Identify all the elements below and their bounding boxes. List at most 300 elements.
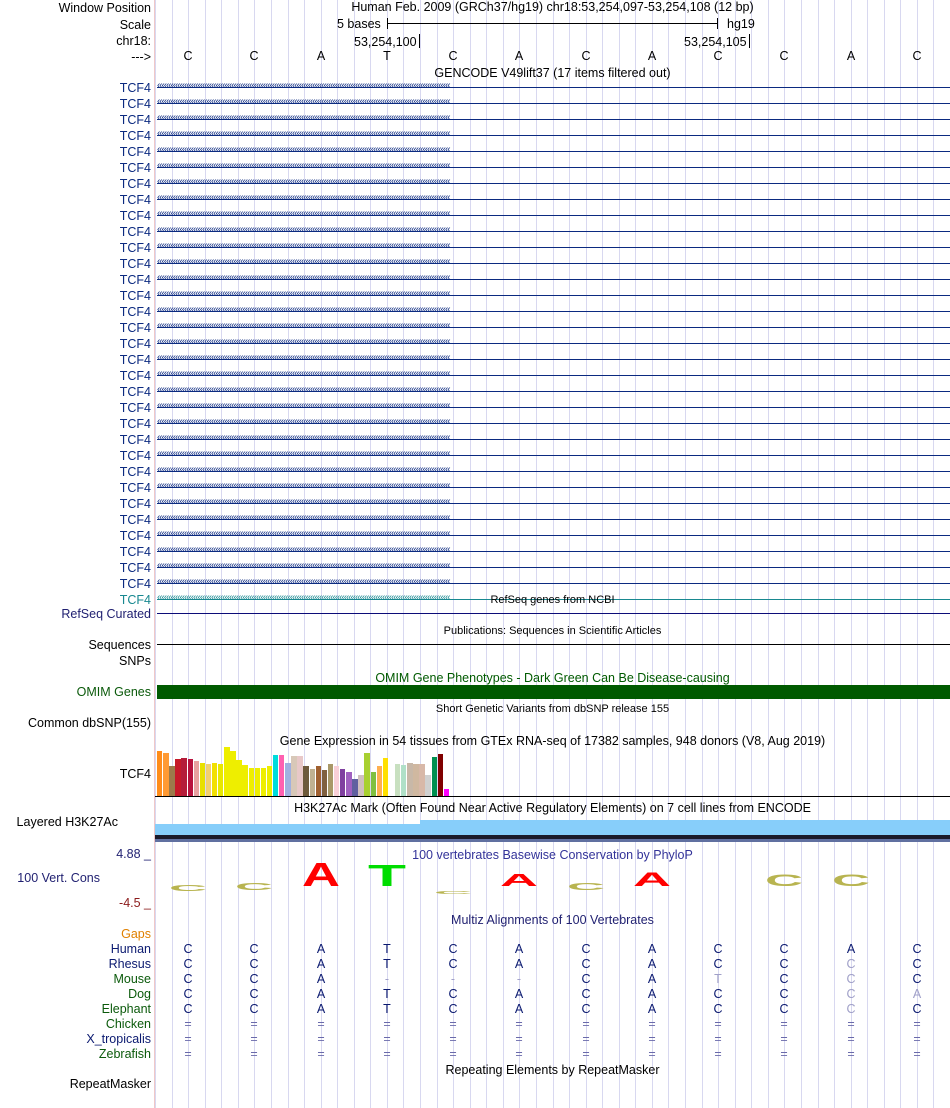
omim-track-label[interactable]: OMIM Genes: [76, 685, 151, 699]
gencode-transcript-label[interactable]: TCF4: [119, 449, 151, 463]
multiz-base: C: [779, 942, 789, 956]
gtex-tissue-bar[interactable]: [163, 753, 168, 796]
gtex-tissue-bar[interactable]: [267, 766, 272, 796]
gencode-strand-arrows: ‹‹‹‹‹‹‹‹‹‹‹‹‹‹‹‹‹‹‹‹‹‹‹‹‹‹‹‹‹‹‹‹‹‹‹‹‹‹‹‹‹‹‹‹‹‹‹‹‹‹‹‹‹‹‹‹‹‹‹‹‹‹‹‹‹‹‹‹‹‹‹‹‹‹‹‹‹‹‹‹‹‹‹‹‹‹‹‹‹‹‹‹‹‹‹‹‹‹‹‹‹‹‹‹‹‹‹‹‹‹‹‹‹‹‹‹‹‹‹‹‹‹‹‹‹‹‹‹‹‹: [157, 400, 450, 411]
omim-title: OMIM Gene Phenotypes - Dark Green Can Be Disease-causing: [375, 671, 730, 685]
gencode-transcript-label[interactable]: TCF4: [119, 353, 151, 367]
multiz-base: -: [450, 972, 456, 986]
cons-logo-text: C: [832, 871, 871, 890]
multiz-base: =: [847, 1017, 855, 1031]
multiz-base: =: [780, 1032, 788, 1046]
cons-logo-glyph: [234, 879, 274, 893]
sequence-base: C: [249, 49, 259, 63]
gencode-transcript-label[interactable]: TCF4: [119, 369, 151, 383]
gencode-transcript-label[interactable]: TCF4: [119, 113, 151, 127]
gtex-tissue-bar[interactable]: [364, 753, 369, 796]
gencode-strand-arrows: ‹‹‹‹‹‹‹‹‹‹‹‹‹‹‹‹‹‹‹‹‹‹‹‹‹‹‹‹‹‹‹‹‹‹‹‹‹‹‹‹‹‹‹‹‹‹‹‹‹‹‹‹‹‹‹‹‹‹‹‹‹‹‹‹‹‹‹‹‹‹‹‹‹‹‹‹‹‹‹‹‹‹‹‹‹‹‹‹‹‹‹‹‹‹‹‹‹‹‹‹‹‹‹‹‹‹‹‹‹‹‹‹‹‹‹‹‹‹‹‹‹‹‹‹‹‹‹‹‹‹: [157, 576, 450, 587]
multiz-base: A: [647, 957, 657, 971]
multiz-base: =: [714, 1017, 722, 1031]
sequence-base: C: [912, 49, 922, 63]
multiz-base: C: [581, 972, 591, 986]
gaps-label: Gaps: [121, 927, 151, 941]
cons-logo-glyph: [367, 860, 407, 893]
cons-logo-text: C: [169, 884, 208, 893]
gencode-transcript-label[interactable]: TCF4: [119, 129, 151, 143]
gencode-strand-arrows: ‹‹‹‹‹‹‹‹‹‹‹‹‹‹‹‹‹‹‹‹‹‹‹‹‹‹‹‹‹‹‹‹‹‹‹‹‹‹‹‹‹‹‹‹‹‹‹‹‹‹‹‹‹‹‹‹‹‹‹‹‹‹‹‹‹‹‹‹‹‹‹‹‹‹‹‹‹‹‹‹‹‹‹‹‹‹‹‹‹‹‹‹‹‹‹‹‹‹‹‹‹‹‹‹‹‹‹‹‹‹‹‹‹‹‹‹‹‹‹‹‹‹‹‹‹‹‹‹‹‹: [157, 528, 450, 539]
gencode-strand-arrows: ‹‹‹‹‹‹‹‹‹‹‹‹‹‹‹‹‹‹‹‹‹‹‹‹‹‹‹‹‹‹‹‹‹‹‹‹‹‹‹‹‹‹‹‹‹‹‹‹‹‹‹‹‹‹‹‹‹‹‹‹‹‹‹‹‹‹‹‹‹‹‹‹‹‹‹‹‹‹‹‹‹‹‹‹‹‹‹‹‹‹‹‹‹‹‹‹‹‹‹‹‹‹‹‹‹‹‹‹‹‹‹‹‹‹‹‹‹‹‹‹‹‹‹‹‹‹‹‹‹‹: [157, 544, 450, 555]
h3k27ac-title: H3K27Ac Mark (Often Found Near Active Regulatory Elements) on 7 cell lines from ENCODE: [294, 801, 811, 815]
multiz-base: =: [648, 1017, 656, 1031]
gtex-tissue-bar[interactable]: [322, 770, 327, 796]
repeatmasker-track-label[interactable]: RepeatMasker: [69, 1077, 151, 1091]
scale-label: Scale: [119, 18, 151, 32]
species-label: Human: [110, 942, 151, 956]
cons-logo-svg: [168, 885, 208, 891]
gtex-tissue-bar[interactable]: [444, 789, 449, 796]
scale-bar-left-tick: [387, 18, 388, 29]
position-1: 53,254,100: [354, 35, 417, 49]
multiz-base: A: [647, 1002, 657, 1016]
scale-db: hg19: [727, 17, 755, 31]
multiz-base: C: [581, 987, 591, 1001]
gtex-tissue-bar[interactable]: [249, 768, 254, 796]
cons-logo-glyph: [301, 857, 341, 894]
gencode-strand-arrows: ‹‹‹‹‹‹‹‹‹‹‹‹‹‹‹‹‹‹‹‹‹‹‹‹‹‹‹‹‹‹‹‹‹‹‹‹‹‹‹‹‹‹‹‹‹‹‹‹‹‹‹‹‹‹‹‹‹‹‹‹‹‹‹‹‹‹‹‹‹‹‹‹‹‹‹‹‹‹‹‹‹‹‹‹‹‹‹‹‹‹‹‹‹‹‹‹‹‹‹‹‹‹‹‹‹‹‹‹‹‹‹‹‹‹‹‹‹‹‹‹‹‹‹‹‹‹‹‹‹‹: [157, 512, 450, 523]
gencode-strand-arrows: ‹‹‹‹‹‹‹‹‹‹‹‹‹‹‹‹‹‹‹‹‹‹‹‹‹‹‹‹‹‹‹‹‹‹‹‹‹‹‹‹‹‹‹‹‹‹‹‹‹‹‹‹‹‹‹‹‹‹‹‹‹‹‹‹‹‹‹‹‹‹‹‹‹‹‹‹‹‹‹‹‹‹‹‹‹‹‹‹‹‹‹‹‹‹‹‹‹‹‹‹‹‹‹‹‹‹‹‹‹‹‹‹‹‹‹‹‹‹‹‹‹‹‹‹‹‹‹‹‹‹: [157, 112, 450, 123]
multiz-base: A: [514, 942, 524, 956]
refseq-track-label[interactable]: RefSeq Curated: [61, 607, 151, 621]
multiz-base: T: [714, 972, 722, 986]
repeatmasker-title: Repeating Elements by RepeatMasker: [445, 1063, 660, 1077]
gencode-strand-arrows: ‹‹‹‹‹‹‹‹‹‹‹‹‹‹‹‹‹‹‹‹‹‹‹‹‹‹‹‹‹‹‹‹‹‹‹‹‹‹‹‹‹‹‹‹‹‹‹‹‹‹‹‹‹‹‹‹‹‹‹‹‹‹‹‹‹‹‹‹‹‹‹‹‹‹‹‹‹‹‹‹‹‹‹‹‹‹‹‹‹‹‹‹‹‹‹‹‹‹‹‹‹‹‹‹‹‹‹‹‹‹‹‹‹‹‹‹‹‹‹‹‹‹‹‹‹‹‹‹‹‹: [157, 256, 450, 267]
multiz-base: =: [250, 1032, 258, 1046]
multiz-base: C: [846, 987, 856, 1001]
multiz-base: T: [383, 942, 391, 956]
species-label: Elephant: [101, 1002, 151, 1016]
multiz-base: A: [316, 1002, 326, 1016]
gencode-transcript-label[interactable]: TCF4: [119, 161, 151, 175]
gtex-tissue-bar[interactable]: [419, 764, 424, 796]
dbsnp-track-label[interactable]: Common dbSNP(155): [28, 716, 151, 730]
gencode-strand-arrows: ‹‹‹‹‹‹‹‹‹‹‹‹‹‹‹‹‹‹‹‹‹‹‹‹‹‹‹‹‹‹‹‹‹‹‹‹‹‹‹‹‹‹‹‹‹‹‹‹‹‹‹‹‹‹‹‹‹‹‹‹‹‹‹‹‹‹‹‹‹‹‹‹‹‹‹‹‹‹‹‹‹‹‹‹‹‹‹‹‹‹‹‹‹‹‹‹‹‹‹‹‹‹‹‹‹‹‹‹‹‹‹‹‹‹‹‹‹‹‹‹‹‹‹‹‹‹‹‹‹‹: [157, 176, 450, 187]
gtex-tissue-bar[interactable]: [395, 764, 400, 796]
assembly-title: Human Feb. 2009 (GRCh37/hg19) chr18:53,254,097-53,254,108 (12 bp): [351, 0, 754, 14]
gtex-tissue-bar[interactable]: [358, 775, 363, 796]
multiz-base: C: [846, 972, 856, 986]
gencode-title: GENCODE V49lift37 (17 items filtered out): [434, 66, 671, 80]
multiz-base: =: [383, 1032, 391, 1046]
multiz-base: A: [316, 987, 326, 1001]
multiz-base: =: [648, 1032, 656, 1046]
gtex-tissue-bar[interactable]: [383, 758, 388, 796]
multiz-base: C: [779, 972, 789, 986]
gtex-tissue-bar[interactable]: [242, 765, 247, 796]
species-label: Mouse: [113, 972, 151, 986]
multiz-base: -: [516, 972, 522, 986]
multiz-base: A: [912, 987, 922, 1001]
gtex-tissue-bar[interactable]: [377, 766, 382, 796]
gencode-strand-arrows: ‹‹‹‹‹‹‹‹‹‹‹‹‹‹‹‹‹‹‹‹‹‹‹‹‹‹‹‹‹‹‹‹‹‹‹‹‹‹‹‹‹‹‹‹‹‹‹‹‹‹‹‹‹‹‹‹‹‹‹‹‹‹‹‹‹‹‹‹‹‹‹‹‹‹‹‹‹‹‹‹‹‹‹‹‹‹‹‹‹‹‹‹‹‹‹‹‹‹‹‹‹‹‹‹‹‹‹‹‹‹‹‹‹‹‹‹‹‹‹‹‹‹‹‹‹‹‹‹‹‹: [157, 320, 450, 331]
multiz-base: T: [383, 1002, 391, 1016]
gencode-strand-arrows: ‹‹‹‹‹‹‹‹‹‹‹‹‹‹‹‹‹‹‹‹‹‹‹‹‹‹‹‹‹‹‹‹‹‹‹‹‹‹‹‹‹‹‹‹‹‹‹‹‹‹‹‹‹‹‹‹‹‹‹‹‹‹‹‹‹‹‹‹‹‹‹‹‹‹‹‹‹‹‹‹‹‹‹‹‹‹‹‹‹‹‹‹‹‹‹‹‹‹‹‹‹‹‹‹‹‹‹‹‹‹‹‹‹‹‹‹‹‹‹‹‹‹‹‹‹‹‹‹‹‹: [157, 224, 450, 235]
cons-logo-text: A: [500, 870, 539, 890]
cons-logo-letter: [499, 870, 539, 890]
multiz-base: =: [780, 1047, 788, 1061]
multiz-base: =: [714, 1032, 722, 1046]
gencode-strand-arrows: ‹‹‹‹‹‹‹‹‹‹‹‹‹‹‹‹‹‹‹‹‹‹‹‹‹‹‹‹‹‹‹‹‹‹‹‹‹‹‹‹‹‹‹‹‹‹‹‹‹‹‹‹‹‹‹‹‹‹‹‹‹‹‹‹‹‹‹‹‹‹‹‹‹‹‹‹‹‹‹‹‹‹‹‹‹‹‹‹‹‹‹‹‹‹‹‹‹‹‹‹‹‹‹‹‹‹‹‹‹‹‹‹‹‹‹‹‹‹‹‹‹‹‹‹‹‹‹‹‹‹: [157, 336, 450, 347]
gtex-tissue-bar[interactable]: [157, 751, 162, 796]
multiz-base: T: [383, 957, 391, 971]
multiz-base: =: [582, 1032, 590, 1046]
multiz-base: =: [383, 1047, 391, 1061]
multiz-base: =: [317, 1047, 325, 1061]
gtex-tissue-bar[interactable]: [334, 766, 339, 796]
scale-text: 5 bases: [337, 17, 381, 31]
multiz-base: =: [515, 1047, 523, 1061]
multiz-base: C: [713, 1002, 723, 1016]
multiz-base: C: [779, 957, 789, 971]
multiz-base: C: [912, 942, 922, 956]
gencode-strand-arrows: ‹‹‹‹‹‹‹‹‹‹‹‹‹‹‹‹‹‹‹‹‹‹‹‹‹‹‹‹‹‹‹‹‹‹‹‹‹‹‹‹‹‹‹‹‹‹‹‹‹‹‹‹‹‹‹‹‹‹‹‹‹‹‹‹‹‹‹‹‹‹‹‹‹‹‹‹‹‹‹‹‹‹‹‹‹‹‹‹‹‹‹‹‹‹‹‹‹‹‹‹‹‹‹‹‹‹‹‹‹‹‹‹‹‹‹‹‹‹‹‹‹‹‹‹‹‹‹‹‹‹: [157, 368, 450, 379]
cons-logo-text: T: [368, 860, 407, 893]
cons-logo-svg: [499, 870, 539, 890]
cons-logo-letter: [234, 879, 274, 893]
multiz-base: C: [448, 957, 458, 971]
multiz-base: =: [714, 1047, 722, 1061]
gtex-tissue-bar[interactable]: [212, 763, 217, 796]
multiz-base: C: [779, 1002, 789, 1016]
cons-logo-text: A: [633, 870, 672, 891]
gencode-transcript-label[interactable]: TCF4: [119, 145, 151, 159]
multiz-base: C: [249, 987, 259, 1001]
gtex-tissue-bar[interactable]: [255, 768, 260, 796]
gtex-tissue-bar[interactable]: [169, 766, 174, 796]
gtex-tissue-bar[interactable]: [224, 747, 229, 796]
multiz-base: A: [316, 957, 326, 971]
sequence-base: C: [448, 49, 458, 63]
gtex-tissue-bar[interactable]: [200, 763, 205, 796]
multiz-base: C: [249, 942, 259, 956]
gencode-transcript-label[interactable]: TCF4: [119, 465, 151, 479]
multiz-base: C: [249, 1002, 259, 1016]
cons-logo-glyph: [499, 870, 539, 890]
cons-logo-svg: [301, 857, 341, 894]
gencode-strand-arrows: ‹‹‹‹‹‹‹‹‹‹‹‹‹‹‹‹‹‹‹‹‹‹‹‹‹‹‹‹‹‹‹‹‹‹‹‹‹‹‹‹‹‹‹‹‹‹‹‹‹‹‹‹‹‹‹‹‹‹‹‹‹‹‹‹‹‹‹‹‹‹‹‹‹‹‹‹‹‹‹‹‹‹‹‹‹‹‹‹‹‹‹‹‹‹‹‹‹‹‹‹‹‹‹‹‹‹‹‹‹‹‹‹‹‹‹‹‹‹‹‹‹‹‹‹‹‹‹‹‹‹: [157, 272, 450, 283]
gencode-transcript-label[interactable]: TCF4: [119, 401, 151, 415]
gtex-bar-chart[interactable]: [155, 747, 950, 796]
scale-bar: [387, 23, 718, 24]
multiz-base: =: [847, 1032, 855, 1046]
pubs-title: Publications: Sequences in Scientific Articles: [443, 625, 662, 637]
cons-logo[interactable]: [155, 857, 950, 895]
multiz-base: =: [648, 1047, 656, 1061]
gencode-strand-arrows: ‹‹‹‹‹‹‹‹‹‹‹‹‹‹‹‹‹‹‹‹‹‹‹‹‹‹‹‹‹‹‹‹‹‹‹‹‹‹‹‹‹‹‹‹‹‹‹‹‹‹‹‹‹‹‹‹‹‹‹‹‹‹‹‹‹‹‹‹‹‹‹‹‹‹‹‹‹‹‹‹‹‹‹‹‹‹‹‹‹‹‹‹‹‹‹‹‹‹‹‹‹‹‹‹‹‹‹‹‹‹‹‹‹‹‹‹‹‹‹‹‹‹‹‹‹‹‹‹‹‹: [157, 304, 450, 315]
cons-logo-svg: [433, 891, 473, 894]
multiz-base: =: [780, 1017, 788, 1031]
position-2: 53,254,105: [684, 35, 747, 49]
multiz-base: A: [316, 942, 326, 956]
multiz-base: C: [183, 957, 193, 971]
cons-logo-letter: [433, 883, 473, 895]
sequence-base: T: [383, 49, 391, 63]
multiz-base: =: [913, 1017, 921, 1031]
gtex-title: Gene Expression in 54 tissues from GTEx RNA-seq of 17382 samples, 948 donors (V8, Aug 2019): [279, 734, 826, 748]
multiz-base: C: [581, 1002, 591, 1016]
cons-logo-glyph: [168, 880, 208, 893]
gtex-tissue-bar[interactable]: [310, 769, 315, 796]
gtex-tissue-bar[interactable]: [279, 755, 284, 796]
multiz-base: C: [183, 942, 193, 956]
gencode-strand-arrows: ‹‹‹‹‹‹‹‹‹‹‹‹‹‹‹‹‹‹‹‹‹‹‹‹‹‹‹‹‹‹‹‹‹‹‹‹‹‹‹‹‹‹‹‹‹‹‹‹‹‹‹‹‹‹‹‹‹‹‹‹‹‹‹‹‹‹‹‹‹‹‹‹‹‹‹‹‹‹‹‹‹‹‹‹‹‹‹‹‹‹‹‹‹‹‹‹‹‹‹‹‹‹‹‹‹‹‹‹‹‹‹‹‹‹‹‹‹‹‹‹‹‹‹‹‹‹‹‹‹‹: [157, 496, 450, 507]
pubs-feature-line[interactable]: [157, 644, 950, 645]
gtex-tissue-bar[interactable]: [413, 764, 418, 796]
gencode-transcript-label[interactable]: TCF4: [119, 385, 151, 399]
omim-feature-bar[interactable]: [157, 685, 950, 699]
gencode-strand-arrows: ‹‹‹‹‹‹‹‹‹‹‹‹‹‹‹‹‹‹‹‹‹‹‹‹‹‹‹‹‹‹‹‹‹‹‹‹‹‹‹‹‹‹‹‹‹‹‹‹‹‹‹‹‹‹‹‹‹‹‹‹‹‹‹‹‹‹‹‹‹‹‹‹‹‹‹‹‹‹‹‹‹‹‹‹‹‹‹‹‹‹‹‹‹‹‹‹‹‹‹‹‹‹‹‹‹‹‹‹‹‹‹‹‹‹‹‹‹‹‹‹‹‹‹‹‹‹‹‹‹‹: [157, 80, 450, 91]
gencode-transcript-label[interactable]: TCF4: [119, 193, 151, 207]
gtex-tissue-bar[interactable]: [407, 763, 412, 796]
gencode-transcript-label[interactable]: TCF4: [119, 513, 151, 527]
gtex-tissue-bar[interactable]: [371, 772, 376, 796]
gtex-tissue-bar[interactable]: [285, 763, 290, 796]
gencode-transcript-label[interactable]: TCF4: [119, 209, 151, 223]
cons-logo-glyph: [764, 871, 804, 890]
sequence-base: A: [846, 49, 856, 63]
multiz-base: =: [449, 1017, 457, 1031]
gencode-strand-arrows: ‹‹‹‹‹‹‹‹‹‹‹‹‹‹‹‹‹‹‹‹‹‹‹‹‹‹‹‹‹‹‹‹‹‹‹‹‹‹‹‹‹‹‹‹‹‹‹‹‹‹‹‹‹‹‹‹‹‹‹‹‹‹‹‹‹‹‹‹‹‹‹‹‹‹‹‹‹‹‹‹‹‹‹‹‹‹‹‹‹‹‹‹‹‹‹‹‹‹‹‹‹‹‹‹‹‹‹‹‹‹‹‹‹‹‹‹‹‹‹‹‹‹‹‹‹‹‹‹‹‹: [157, 560, 450, 571]
gtex-tissue-bar[interactable]: [194, 761, 199, 796]
species-label: Zebrafish: [98, 1047, 151, 1061]
gencode-transcript-label[interactable]: TCF4: [119, 593, 151, 607]
window-position-label: Window Position: [58, 1, 151, 15]
cons-logo-svg: [764, 871, 804, 890]
cons-track-label[interactable]: 100 Vert. Cons: [17, 871, 100, 885]
multiz-base: A: [647, 942, 657, 956]
h3k27ac-signal[interactable]: [155, 818, 950, 846]
gtex-tissue-bar[interactable]: [346, 772, 351, 796]
multiz-base: =: [515, 1032, 523, 1046]
gtex-tissue-bar[interactable]: [261, 768, 266, 796]
gencode-transcript-label[interactable]: TCF4: [119, 481, 151, 495]
cons-logo-letter: [831, 871, 871, 890]
multiz-base: C: [713, 987, 723, 1001]
multiz-base: C: [912, 957, 922, 971]
gtex-tissue-bar[interactable]: [273, 755, 278, 796]
multiz-base: A: [647, 972, 657, 986]
gtex-tissue-bar[interactable]: [297, 756, 302, 796]
gencode-strand-arrows: ‹‹‹‹‹‹‹‹‹‹‹‹‹‹‹‹‹‹‹‹‹‹‹‹‹‹‹‹‹‹‹‹‹‹‹‹‹‹‹‹‹‹‹‹‹‹‹‹‹‹‹‹‹‹‹‹‹‹‹‹‹‹‹‹‹‹‹‹‹‹‹‹‹‹‹‹‹‹‹‹‹‹‹‹‹‹‹‹‹‹‹‹‹‹‹‹‹‹‹‹‹‹‹‹‹‹‹‹‹‹‹‹‹‹‹‹‹‹‹‹‹‹‹‹‹‹‹‹‹‹: [157, 192, 450, 203]
gencode-strand-arrows: ‹‹‹‹‹‹‹‹‹‹‹‹‹‹‹‹‹‹‹‹‹‹‹‹‹‹‹‹‹‹‹‹‹‹‹‹‹‹‹‹‹‹‹‹‹‹‹‹‹‹‹‹‹‹‹‹‹‹‹‹‹‹‹‹‹‹‹‹‹‹‹‹‹‹‹‹‹‹‹‹‹‹‹‹‹‹‹‹‹‹‹‹‹‹‹‹‹‹‹‹‹‹‹‹‹‹‹‹‹‹‹‹‹‹‹‹‹‹‹‹‹‹‹‹‹‹‹‹‹‹: [157, 448, 450, 459]
dbsnp-title: Short Genetic Variants from dbSNP release 155: [435, 703, 670, 715]
cons-logo-letter: [367, 860, 407, 893]
multiz-title: Multiz Alignments of 100 Vertebrates: [451, 913, 654, 927]
cons-logo-text: C: [567, 882, 606, 893]
multiz-base: C: [581, 957, 591, 971]
gencode-strand-arrows: ‹‹‹‹‹‹‹‹‹‹‹‹‹‹‹‹‹‹‹‹‹‹‹‹‹‹‹‹‹‹‹‹‹‹‹‹‹‹‹‹‹‹‹‹‹‹‹‹‹‹‹‹‹‹‹‹‹‹‹‹‹‹‹‹‹‹‹‹‹‹‹‹‹‹‹‹‹‹‹‹‹‹‹‹‹‹‹‹‹‹‹‹‹‹‹‹‹‹‹‹‹‹‹‹‹‹‹‹‹‹‹‹‹‹‹‹‹‹‹‹‹‹‹‹‹‹‹‹‹‹: [157, 352, 450, 363]
gencode-transcript-label[interactable]: TCF4: [119, 417, 151, 431]
multiz-base: =: [582, 1017, 590, 1031]
cons-logo-text: C: [235, 882, 274, 893]
cons-logo-glyph: [433, 883, 473, 895]
sequence-base: C: [779, 49, 789, 63]
refseq-feature-line[interactable]: [157, 613, 950, 614]
multiz-base: C: [912, 972, 922, 986]
refseq-title: RefSeq genes from NCBI: [490, 594, 615, 606]
gtex-track-label[interactable]: TCF4: [119, 767, 151, 781]
gencode-transcript-label[interactable]: TCF4: [119, 321, 151, 335]
multiz-base: A: [846, 942, 856, 956]
gencode-strand-arrows: ‹‹‹‹‹‹‹‹‹‹‹‹‹‹‹‹‹‹‹‹‹‹‹‹‹‹‹‹‹‹‹‹‹‹‹‹‹‹‹‹‹‹‹‹‹‹‹‹‹‹‹‹‹‹‹‹‹‹‹‹‹‹‹‹‹‹‹‹‹‹‹‹‹‹‹‹‹‹‹‹‹‹‹‹‹‹‹‹‹‹‹‹‹‹‹‹‹‹‹‹‹‹‹‹‹‹‹‹‹‹‹‹‹‹‹‹‹‹‹‹‹‹‹‹‹‹‹‹‹‹: [157, 416, 450, 427]
cons-logo-letter: [632, 870, 672, 891]
cons-logo-svg: [566, 882, 606, 893]
multiz-base: =: [383, 1017, 391, 1031]
multiz-base: =: [515, 1017, 523, 1031]
pubs-snps-label[interactable]: SNPs: [119, 654, 151, 668]
gtex-tissue-bar[interactable]: [188, 759, 193, 796]
cons-logo-glyph: [831, 871, 871, 890]
multiz-base: =: [184, 1017, 192, 1031]
gencode-transcript-label[interactable]: TCF4: [119, 577, 151, 591]
gencode-strand-arrows: ‹‹‹‹‹‹‹‹‹‹‹‹‹‹‹‹‹‹‹‹‹‹‹‹‹‹‹‹‹‹‹‹‹‹‹‹‹‹‹‹‹‹‹‹‹‹‹‹‹‹‹‹‹‹‹‹‹‹‹‹‹‹‹‹‹‹‹‹‹‹‹‹‹‹‹‹‹‹‹‹‹‹‹‹‹‹‹‹‹‹‹‹‹‹‹‹‹‹‹‹‹‹‹‹‹‹‹‹‹‹‹‹‹‹‹‹‹‹‹‹‹‹‹‹‹‹‹‹‹‹: [157, 432, 450, 443]
species-label: Dog: [128, 987, 151, 1001]
multiz-base: =: [449, 1047, 457, 1061]
cons-logo-svg: [367, 860, 407, 893]
gencode-strand-arrows: ‹‹‹‹‹‹‹‹‹‹‹‹‹‹‹‹‹‹‹‹‹‹‹‹‹‹‹‹‹‹‹‹‹‹‹‹‹‹‹‹‹‹‹‹‹‹‹‹‹‹‹‹‹‹‹‹‹‹‹‹‹‹‹‹‹‹‹‹‹‹‹‹‹‹‹‹‹‹‹‹‹‹‹‹‹‹‹‹‹‹‹‹‹‹‹‹‹‹‹‹‹‹‹‹‹‹‹‹‹‹‹‹‹‹‹‹‹‹‹‹‹‹‹‹‹‹‹‹‹‹: [157, 480, 450, 491]
cons-logo-text: A: [302, 857, 341, 894]
gencode-transcript-label[interactable]: TCF4: [119, 337, 151, 351]
multiz-base: =: [317, 1017, 325, 1031]
gencode-transcript-label[interactable]: TCF4: [119, 545, 151, 559]
gencode-transcript-label[interactable]: TCF4: [119, 273, 151, 287]
cons-logo-letter: [301, 857, 341, 894]
gtex-tissue-bar[interactable]: [401, 765, 406, 796]
species-label: Chicken: [105, 1017, 151, 1031]
cons-title: 100 vertebrates Basewise Conservation by PhyloP: [412, 848, 693, 862]
gencode-transcript-label[interactable]: TCF4: [119, 289, 151, 303]
sequence-base: C: [183, 49, 193, 63]
cons-min-label: -4.5 _: [119, 896, 151, 910]
multiz-base: =: [250, 1017, 258, 1031]
multiz-base: C: [249, 972, 259, 986]
sequence-base: A: [316, 49, 326, 63]
gencode-strand-arrows: ‹‹‹‹‹‹‹‹‹‹‹‹‹‹‹‹‹‹‹‹‹‹‹‹‹‹‹‹‹‹‹‹‹‹‹‹‹‹‹‹‹‹‹‹‹‹‹‹‹‹‹‹‹‹‹‹‹‹‹‹‹‹‹‹‹‹‹‹‹‹‹‹‹‹‹‹‹‹‹‹‹‹‹‹‹‹‹‹‹‹‹‹‹‹‹‹‹‹‹‹‹‹‹‹‹‹‹‹‹‹‹‹‹‹‹‹‹‹‹‹‹‹‹‹‹‹‹‹‹‹: [157, 288, 450, 299]
sequence-base: C: [713, 49, 723, 63]
multiz-base: =: [913, 1032, 921, 1046]
multiz-base: C: [183, 987, 193, 1001]
gencode-strand-arrows: ‹‹‹‹‹‹‹‹‹‹‹‹‹‹‹‹‹‹‹‹‹‹‹‹‹‹‹‹‹‹‹‹‹‹‹‹‹‹‹‹‹‹‹‹‹‹‹‹‹‹‹‹‹‹‹‹‹‹‹‹‹‹‹‹‹‹‹‹‹‹‹‹‹‹‹‹‹‹‹‹‹‹‹‹‹‹‹‹‹‹‹‹‹‹‹‹‹‹‹‹‹‹‹‹‹‹‹‹‹‹‹‹‹‹‹‹‹‹‹‹‹‹‹‹‹‹‹‹‹‹: [157, 160, 450, 171]
cons-logo-letter: [168, 880, 208, 893]
scale-bar-right-tick: [717, 18, 718, 29]
gtex-tissue-bar[interactable]: [291, 756, 296, 796]
multiz-base: C: [448, 1002, 458, 1016]
multiz-base: =: [184, 1032, 192, 1046]
cons-logo-text: C: [765, 871, 804, 890]
cons-logo-glyph: [566, 879, 606, 893]
gtex-tissue-bar[interactable]: [316, 766, 321, 796]
multiz-base: A: [647, 987, 657, 1001]
gencode-transcript-label[interactable]: TCF4: [119, 305, 151, 319]
gtex-tissue-bar[interactable]: [175, 759, 180, 796]
gtex-tissue-bar[interactable]: [352, 779, 357, 796]
gencode-transcript-label[interactable]: TCF4: [119, 561, 151, 575]
gencode-strand-arrows: ‹‹‹‹‹‹‹‹‹‹‹‹‹‹‹‹‹‹‹‹‹‹‹‹‹‹‹‹‹‹‹‹‹‹‹‹‹‹‹‹‹‹‹‹‹‹‹‹‹‹‹‹‹‹‹‹‹‹‹‹‹‹‹‹‹‹‹‹‹‹‹‹‹‹‹‹‹‹‹‹‹‹‹‹‹‹‹‹‹‹‹‹‹‹‹‹‹‹‹‹‹‹‹‹‹‹‹‹‹‹‹‹‹‹‹‹‹‹‹‹‹‹‹‹‹‹‹‹‹‹: [157, 208, 450, 219]
cons-logo-text: C: [434, 890, 473, 895]
gencode-transcript-label[interactable]: TCF4: [119, 257, 151, 271]
sequence-base: C: [581, 49, 591, 63]
multiz-base: =: [317, 1032, 325, 1046]
track-image[interactable]: [155, 0, 950, 1108]
gencode-strand-arrows: ‹‹‹‹‹‹‹‹‹‹‹‹‹‹‹‹‹‹‹‹‹‹‹‹‹‹‹‹‹‹‹‹‹‹‹‹‹‹‹‹‹‹‹‹‹‹‹‹‹‹‹‹‹‹‹‹‹‹‹‹‹‹‹‹‹‹‹‹‹‹‹‹‹‹‹‹‹‹‹‹‹‹‹‹‹‹‹‹‹‹‹‹‹‹‹‹‹‹‹‹‹‹‹‹‹‹‹‹‹‹‹‹‹‹‹‹‹‹‹‹‹‹‹‹‹‹‹‹‹‹: [157, 96, 450, 107]
multiz-base: =: [847, 1047, 855, 1061]
h3k27ac-layer-b: [420, 820, 950, 836]
gencode-transcript-label[interactable]: TCF4: [119, 241, 151, 255]
multiz-base: C: [183, 972, 193, 986]
gtex-tissue-bar[interactable]: [303, 766, 308, 796]
sequence-base: A: [647, 49, 657, 63]
cons-logo-glyph: [632, 870, 672, 891]
multiz-base: =: [913, 1047, 921, 1061]
gencode-transcript-label[interactable]: TCF4: [119, 225, 151, 239]
gtex-tissue-bar[interactable]: [236, 760, 241, 796]
multiz-base: =: [250, 1047, 258, 1061]
gridline: [155, 0, 156, 1108]
gencode-transcript-label[interactable]: TCF4: [119, 529, 151, 543]
multiz-base: =: [184, 1047, 192, 1061]
cons-max-label: 4.88 _: [116, 847, 151, 861]
gtex-tissue-bar[interactable]: [218, 764, 223, 796]
position-2-tick: [749, 34, 750, 48]
cons-logo-letter: [566, 879, 606, 893]
gencode-strand-arrows: ‹‹‹‹‹‹‹‹‹‹‹‹‹‹‹‹‹‹‹‹‹‹‹‹‹‹‹‹‹‹‹‹‹‹‹‹‹‹‹‹‹‹‹‹‹‹‹‹‹‹‹‹‹‹‹‹‹‹‹‹‹‹‹‹‹‹‹‹‹‹‹‹‹‹‹‹‹‹‹‹‹‹‹‹‹‹‹‹‹‹‹‹‹‹‹‹‹‹‹‹‹‹‹‹‹‹‹‹‹‹‹‹‹‹‹‹‹‹‹‹‹‹‹‹‹‹‹‹‹‹: [157, 144, 450, 155]
gencode-transcript-label[interactable]: TCF4: [119, 433, 151, 447]
gencode-strand-arrows: ‹‹‹‹‹‹‹‹‹‹‹‹‹‹‹‹‹‹‹‹‹‹‹‹‹‹‹‹‹‹‹‹‹‹‹‹‹‹‹‹‹‹‹‹‹‹‹‹‹‹‹‹‹‹‹‹‹‹‹‹‹‹‹‹‹‹‹‹‹‹‹‹‹‹‹‹‹‹‹‹‹‹‹‹‹‹‹‹‹‹‹‹‹‹‹‹‹‹‹‹‹‹‹‹‹‹‹‹‹‹‹‹‹‹‹‹‹‹‹‹‹‹‹‹‹‹‹‹‹‹: [157, 384, 450, 395]
multiz-base: T: [383, 987, 391, 1001]
cons-logo-svg: [234, 882, 274, 893]
gtex-tissue-bar[interactable]: [206, 764, 211, 796]
multiz-base: -: [384, 972, 390, 986]
track-labels: [0, 0, 154, 1108]
position-1-tick: [419, 34, 420, 48]
gencode-strand-arrows: ‹‹‹‹‹‹‹‹‹‹‹‹‹‹‹‹‹‹‹‹‹‹‹‹‹‹‹‹‹‹‹‹‹‹‹‹‹‹‹‹‹‹‹‹‹‹‹‹‹‹‹‹‹‹‹‹‹‹‹‹‹‹‹‹‹‹‹‹‹‹‹‹‹‹‹‹‹‹‹‹‹‹‹‹‹‹‹‹‹‹‹‹‹‹‹‹‹‹‹‹‹‹‹‹‹‹‹‹‹‹‹‹‹‹‹‹‹‹‹‹‹‹‹‹‹‹‹‹‹‹: [157, 128, 450, 139]
pubs-track-label[interactable]: Sequences: [88, 638, 151, 652]
species-label: Rhesus: [108, 957, 151, 971]
gtex-tissue-bar[interactable]: [181, 758, 186, 796]
gtex-baseline: [155, 796, 950, 797]
h3k27ac-track-label[interactable]: Layered H3K27Ac: [16, 815, 118, 829]
multiz-base: C: [448, 987, 458, 1001]
sequence-base: A: [514, 49, 524, 63]
gtex-tissue-bar[interactable]: [230, 751, 235, 796]
gencode-transcript-label[interactable]: TCF4: [119, 177, 151, 191]
multiz-base: A: [316, 972, 326, 986]
gencode-transcript-label[interactable]: TCF4: [119, 97, 151, 111]
species-label: X_tropicalis: [86, 1032, 151, 1046]
multiz-base: =: [582, 1047, 590, 1061]
gencode-transcript-label[interactable]: TCF4: [119, 81, 151, 95]
gtex-tissue-bar[interactable]: [340, 769, 345, 796]
gtex-tissue-bar[interactable]: [432, 757, 437, 796]
multiz-base: =: [449, 1032, 457, 1046]
multiz-base: C: [846, 957, 856, 971]
gencode-transcript-label[interactable]: TCF4: [119, 497, 151, 511]
gtex-tissue-bar[interactable]: [425, 775, 430, 796]
multiz-base: A: [514, 1002, 524, 1016]
cons-logo-svg: [831, 871, 871, 890]
h3k27ac-layer-d: [155, 839, 950, 842]
gtex-tissue-bar[interactable]: [438, 754, 443, 796]
gtex-tissue-bar[interactable]: [328, 764, 333, 796]
cons-logo-svg: [632, 870, 672, 891]
